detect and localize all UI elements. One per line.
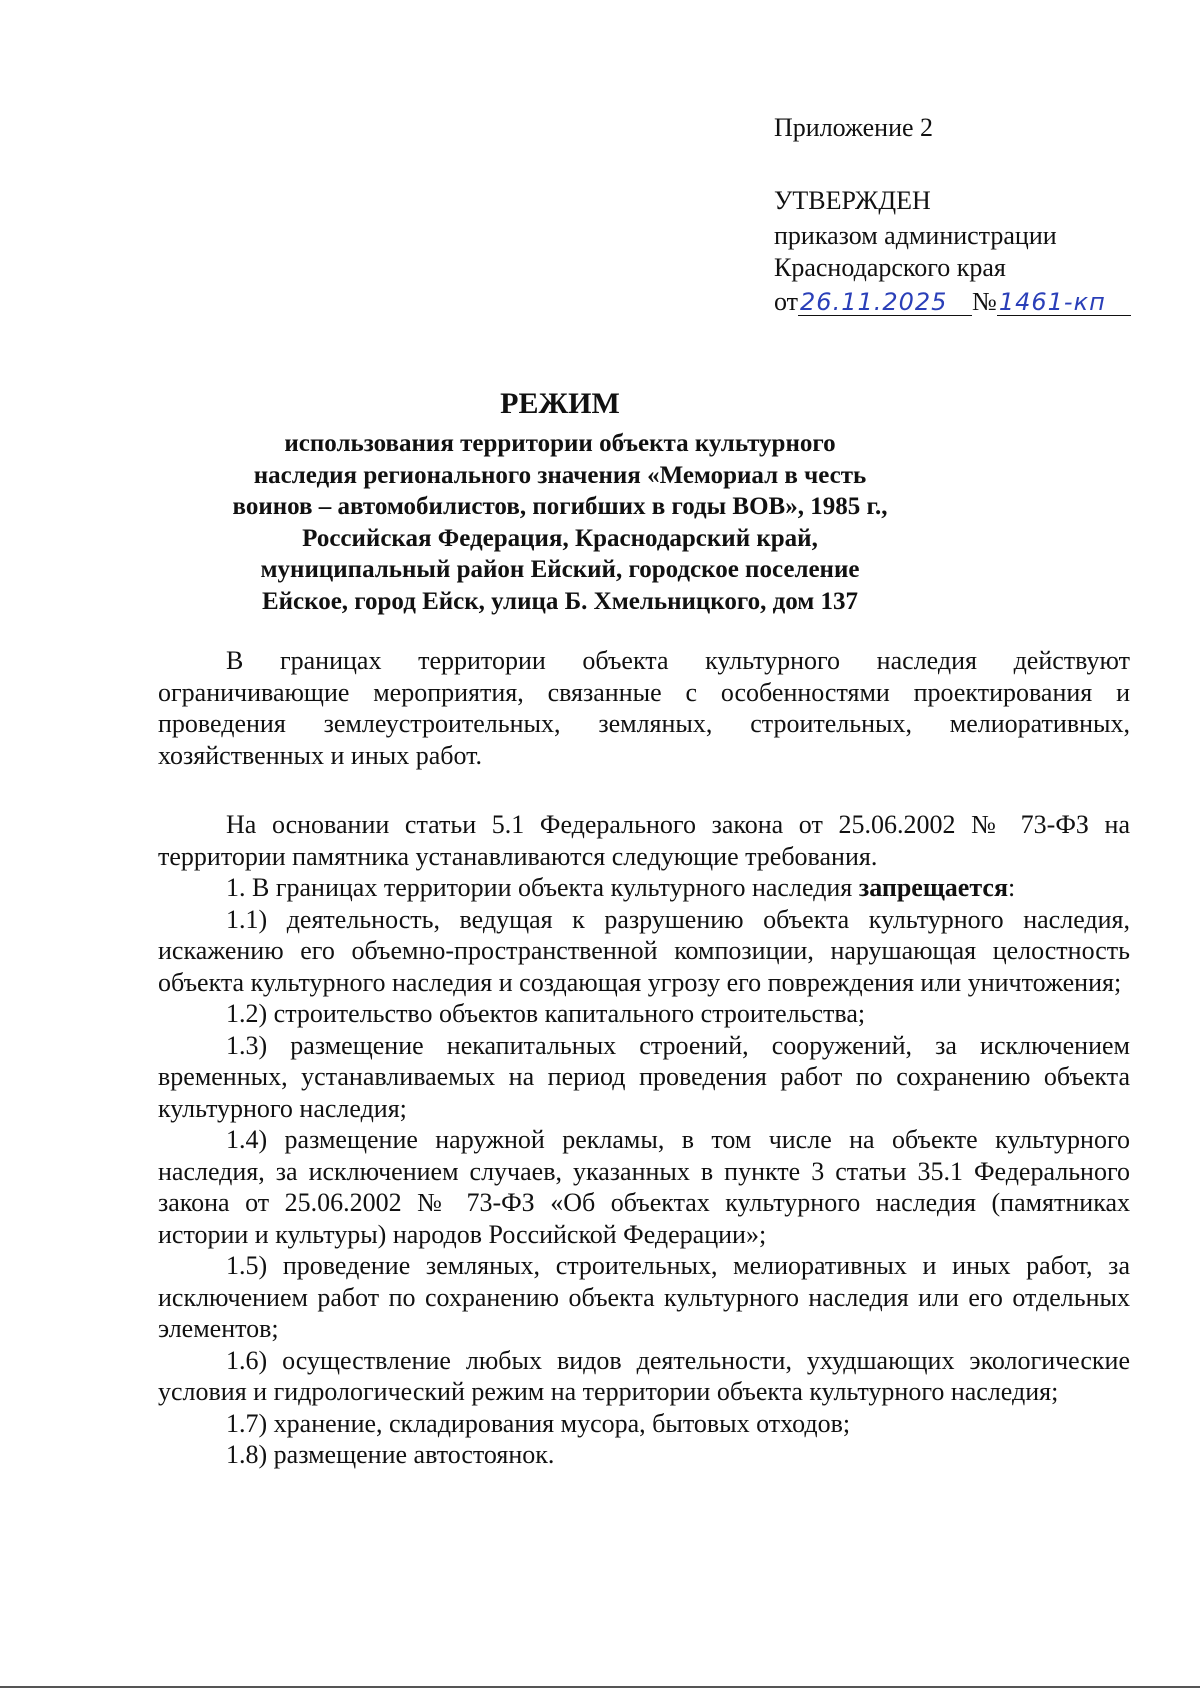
section-1-text: 1. В границах территории объекта культурного наследия <box>226 873 853 902</box>
intro-section <box>158 645 1130 771</box>
appendix-label: Приложение 2 <box>774 113 934 142</box>
scan-bottom-edge <box>0 1686 1200 1688</box>
basis-paragraph: На основании статьи 5.1 Федерального закона от 25.06.2002 № 73-ФЗ на территории памятника устанавливаются следующие требования. <box>158 810 1130 871</box>
subtitle-line: воинов – автомобилистов, погибших в годы ВОВ», 1985 г., <box>232 493 888 520</box>
section-1-emphasis: запрещается <box>858 873 1009 902</box>
subtitle-line: наследия регионального значения «Мемориал в честь <box>253 461 867 489</box>
list-item: 1.1) деятельность, ведущая к разрушению объекта культурного наследия, искажению его объемно-пространственной композиции, нарушающая целостность объекта культурного наследия и создающая угрозу его повреждения или уничтожения; <box>158 904 1130 997</box>
list-item: 1.2) строительство объектов капитального строительства; <box>226 999 866 1028</box>
document-subtitle <box>200 428 920 617</box>
requirements-section <box>158 809 1130 1471</box>
number-prefix: № <box>972 287 997 316</box>
list-item: 1.8) размещение автостоянок. <box>226 1440 555 1469</box>
date-value: 26.11.2025 <box>800 288 948 316</box>
handwritten-date <box>798 289 972 316</box>
list-item: 1.7) хранение, складирования мусора, бытовых отходов; <box>226 1408 851 1438</box>
list-item: 1.5) проведение земляных, строительных, мелиоративных и иных работ, за исключением работ по сохранению объекта культурного наследия или его отдельных элементов; <box>158 1251 1130 1343</box>
document-title: РЕЖИМ <box>500 387 620 420</box>
subtitle-line: использования территории объекта культурного <box>284 430 836 457</box>
subtitle-line: Российская Федерация, Краснодарский край, <box>302 524 818 552</box>
list-item: 1.6) осуществление любых видов деятельности, ухудшающих экологические условия и гидрологический режим на территории объекта культурного наследия; <box>158 1345 1130 1406</box>
intro-paragraph: В границах территории объекта культурного наследия действуют ограничивающие мероприятия, связанные с особенностями проектирования и проведения землеустроительных, земляных, строительных, мелиоративных, хозяйственных и иных работ. <box>158 646 1130 770</box>
list-item: 1.3) размещение некапитальных строений, сооружений, за исключением временных, устанавливаемых на период проведения работ по сохранению объекта культурного наследия; <box>158 1030 1130 1123</box>
handwritten-number <box>997 289 1131 316</box>
subtitle-line: Ейское, город Ейск, улица Б. Хмельницкого, дом 137 <box>261 587 859 615</box>
approval-date-row <box>774 286 1131 318</box>
section-1-heading <box>158 872 1130 904</box>
approved-by-line: приказом администрации <box>774 221 1057 250</box>
number-value: 1461-кп <box>998 288 1106 316</box>
approved-by-line: Краснодарского края <box>774 253 1006 282</box>
list-item: 1.4) размещение наружной рекламы, в том числе на объекте культурного наследия, за исключением случаев, указанных в пункте 3 статьи 35.1 Федерального закона от 25.06.2002 № 73-ФЗ «Об объектах культурного наследия (памятниках истории и культуры) народов Российской Федерации»; <box>158 1125 1130 1249</box>
date-prefix: от <box>774 287 799 316</box>
section-1-colon: : <box>1008 873 1016 902</box>
subtitle-line: муниципальный район Ейский, городское поселение <box>260 556 860 583</box>
approved-title: УТВЕРЖДЕН <box>774 186 931 215</box>
